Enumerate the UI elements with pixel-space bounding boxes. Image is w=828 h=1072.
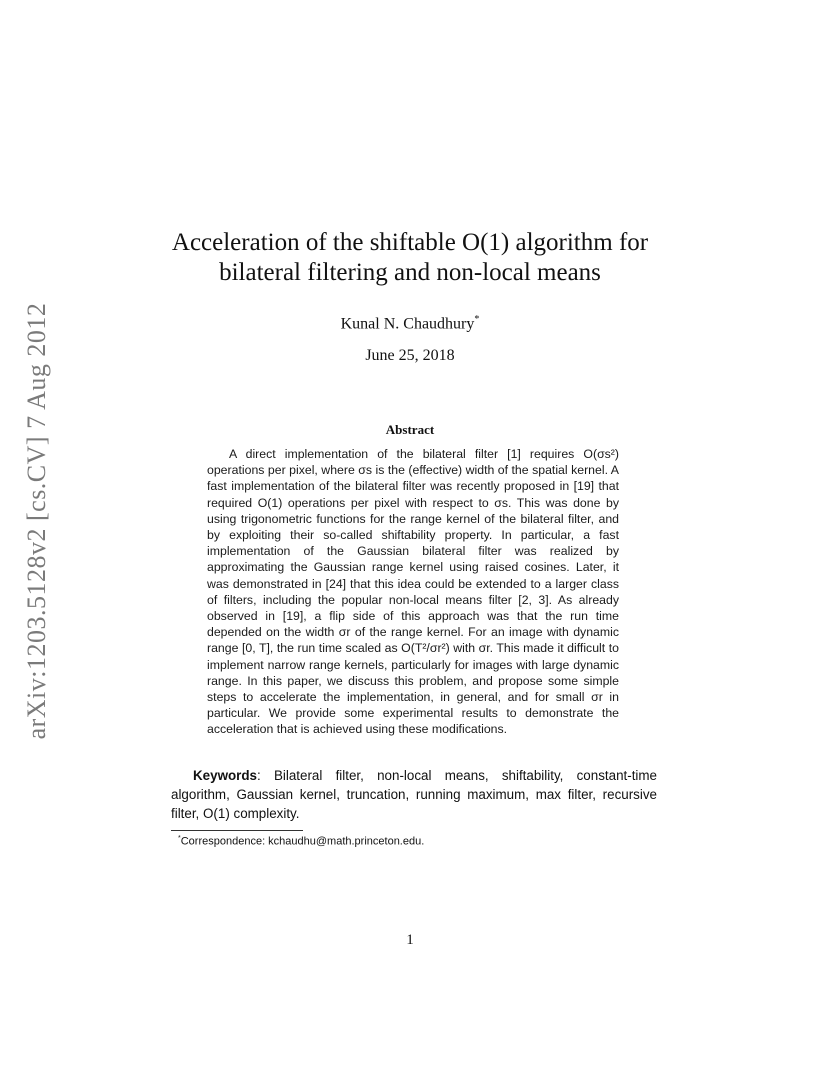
page-number: 1 bbox=[406, 932, 414, 948]
abstract-text: A direct implementation of the bilateral filter [1] requires O(σs²) operations per pixel, where σs is the (effective) width of the spatial kernel. A fast implementation of the bilateral filter was recently proposed in [19] that required O(1) operations per pixel with respect to σs. This was done by using trigonometric functions for the range kernel of the bilateral filter, and by exploiting their so-called shiftability property. In particular, a fast implementation of the Gaussian bilateral filter was realized by approximating the Gaussian range kernel using raised cosines. Later, it was demonstrated in [24] that this idea could be extended to a larger class of filters, including the popular non-local means filter [2, 3]. As already observed in [19], a flip side of this approach was that the run time depended on the width σr of the range kernel. For an image with dynamic range [0, T], the run time scaled as O(T²/σr²) with σr. This made it difficult to implement narrow range kernels, particularly for images with large dynamic range. In this paper, we discuss this problem, and propose some simple steps to accelerate the implementation, in general, and for small σr in particular. We provide some experimental results to demonstrate the acceleration that is achieved using these modifications. bbox=[207, 447, 619, 737]
author-line bbox=[140, 314, 680, 333]
author-name: Kunal N. Chaudhury bbox=[340, 315, 475, 333]
arxiv-sidebar-stamp bbox=[12, 296, 62, 746]
arxiv-identifier: arXiv:1203.5128v2 [cs.CV] 7 Aug 2012 bbox=[22, 302, 51, 740]
keywords-label: Keywords bbox=[193, 768, 257, 783]
keywords-paragraph bbox=[171, 766, 657, 823]
title-line-2: bilateral filtering and non-local means bbox=[219, 259, 601, 286]
footnote-mark: * bbox=[178, 835, 181, 842]
author-footnote-mark: * bbox=[474, 314, 480, 325]
abstract-heading: Abstract bbox=[385, 422, 435, 437]
paper-date: June 25, 2018 bbox=[365, 347, 455, 364]
footnote bbox=[178, 835, 658, 848]
title-line-1: Acceleration of the shiftable O(1) algorithm for bbox=[171, 229, 649, 256]
footnote-text: Correspondence: kchaudhu@math.princeton.edu. bbox=[180, 835, 425, 848]
paper-title bbox=[140, 228, 680, 288]
footnote-divider bbox=[171, 830, 303, 831]
keywords-text: : Bilateral filter, non-local means, shiftability, constant-time algorithm, Gaussian kernel, truncation, running maximum, max filter, recursive filter, O(1) complexity. bbox=[171, 768, 657, 821]
